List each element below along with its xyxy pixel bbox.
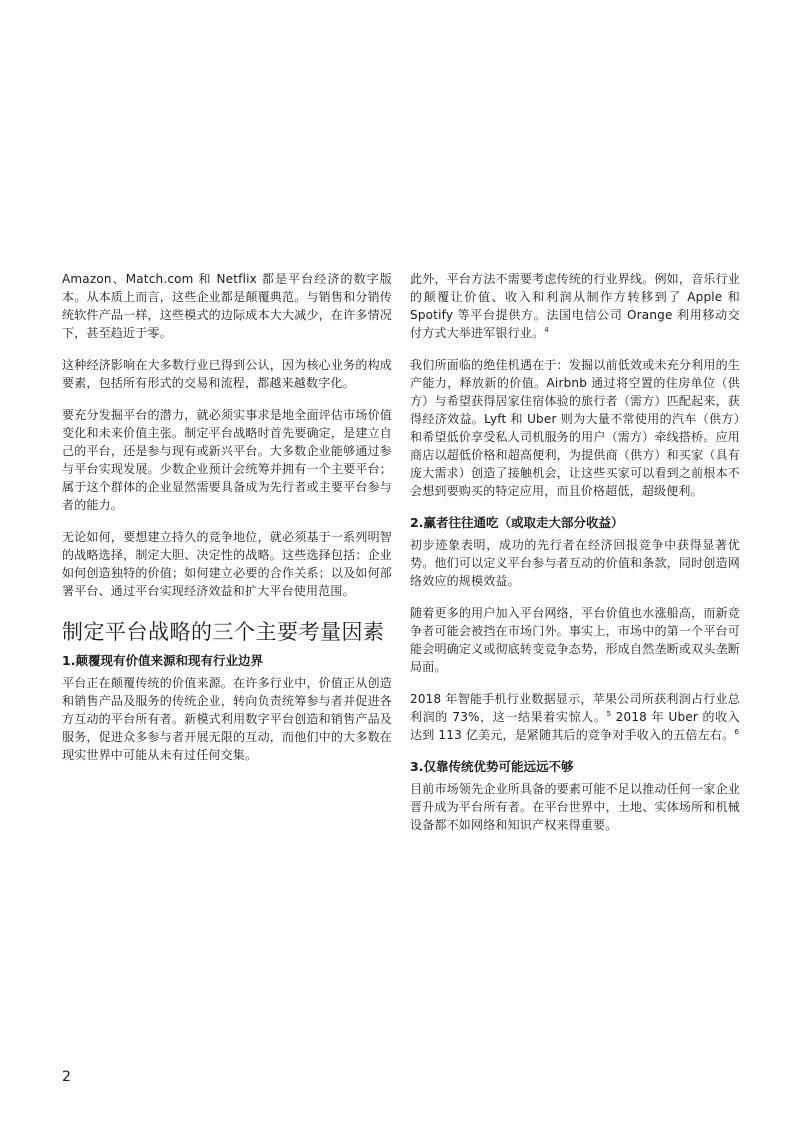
industry-boundary-paragraph bbox=[410, 270, 740, 342]
section-title: 制定平台战略的三个主要考量因素 bbox=[62, 620, 385, 644]
subsection-1-paragraph: 平台正在颠覆传统的价值来源。在许多行业中，价值正从创造和销售产品及服务的传统企业，转向负责统筹参与者并促进各方互动的平台所有者。新模式利用数字平台创造和销售产品及服务，促进众多参与者开展无限的互动，而他们中的大多数在现实世界中可能从未有过任何交集。 bbox=[62, 676, 392, 762]
smartphone-data-paragraph bbox=[410, 690, 740, 744]
right-column bbox=[410, 270, 740, 848]
footnote-ref-6: 6 bbox=[734, 728, 739, 736]
first-mover-paragraph: 初步迹象表明，成功的先行者在经济回报竞争中获得显著优势。他们可以定义平台参与者互动的价值和条款，同时创造网络效应的规模效益。 bbox=[410, 538, 740, 588]
subsection-2-title: 2.赢者往往通吃（或取走大部分收益） bbox=[410, 515, 624, 530]
subsection-1-title: 1.颠覆现有价值来源和现有行业边界 bbox=[62, 653, 263, 668]
traditional-advantage-paragraph: 目前市场领先企业所具备的要素可能不足以推动任何一家企业晋升成为平台所有者。在平台世界中，土地、实体场所和机械设备都不如网络和知识产权来得重要。 bbox=[410, 782, 740, 832]
page-number: 2 bbox=[62, 1069, 71, 1085]
platform-potential-paragraph: 要充分发掘平台的潜力，就必须实事求是地全面评估市场价值变化和未来价值主张。制定平台战略时首先要确定，是建立自己的平台，还是参与现有或新兴平台。大多数企业能够通过参与平台实现发展。少数企业预计会统筹并拥有一个主要平台；属于这个群体的企业显然需要具备成为先行者或主要平台参与者的能力。 bbox=[62, 408, 392, 512]
paragraph-text: 2018 年智能手机行业数据显示，苹果公司所获利润占行业总利润的 73%，这一结果着实惊人。 bbox=[410, 692, 740, 724]
intro-paragraph: Amazon、Match.com 和 Netflix 都是平台经济的数字版本。从本质上而言，这些企业都是颠覆典范。与销售和分销传统软件产品一样，这些模式的边际成本大大减少，在许多情况下，甚至趋近于零。 bbox=[62, 272, 392, 340]
left-column bbox=[62, 270, 392, 778]
opportunity-paragraph: 我们所面临的绝佳机遇在于：发掘以前低效或未充分利用的生产能力，释放新的价值。Airbnb 通过将空置的住房单位（供方）与希望获得居家住宿体验的旅行者（需方）匹配起来，获得经济效益。Lyft 和 Uber 则为大量不常使用的汽车（供方）和希望低价享受私人司机服务的用户（需方）牵线搭桥。应用商店以超低价格和超高便利，为提供商（供方）和买家（具有庞大需求）创造了接触机会，让这些买家可以看到之前根本不会想到要购买的特定应用，而且价格超低，超级便利。 bbox=[410, 358, 740, 498]
paragraph-text: 此外，平台方法不需要考虑传统的行业界线。例如，音乐行业的颠覆让价值、收入和利润从制作方转移到了 Apple 和 Spotify 等平台提供方。法国电信公司 Orange 利用移动交付方式大举进军银行业。 bbox=[410, 272, 740, 340]
competitive-position-paragraph: 无论如何，要想建立持久的竞争地位，就必须基于一系列明智的战略选择，制定大胆、决定性的战略。这些选择包括：企业如何创造独特的价值；如何建立必要的合作关系；以及如何部署平台、通过平台实现经济效益和扩大平台使用范围。 bbox=[62, 530, 392, 598]
footnote-ref-4: 4 bbox=[544, 326, 549, 334]
network-effect-paragraph: 随着更多的用户加入平台网络，平台价值也水涨船高，而新竞争者可能会被挡在市场门外。事实上，市场中的第一个平台可能会明确定义或彻底转变竞争态势，形成自然垄断或双头垄断局面。 bbox=[410, 606, 740, 674]
footnote-ref-5: 5 bbox=[606, 710, 612, 718]
subsection-3-title: 3.仅靠传统优势可能远远不够 bbox=[410, 759, 574, 774]
paragraph-text: 2018 年 Uber 的收入达到 113 亿美元，是紧随其后的竞争对手收入的五倍左右。 bbox=[410, 710, 740, 742]
economic-impact-paragraph: 这种经济影响在大多数行业已得到公认，因为核心业务的构成要素，包括所有形式的交易和流程，都越来越数字化。 bbox=[62, 358, 392, 390]
